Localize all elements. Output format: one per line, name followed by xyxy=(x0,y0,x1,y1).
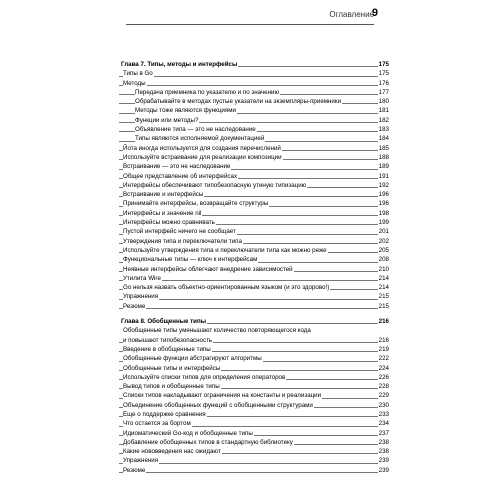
toc-entry[interactable] xyxy=(119,410,389,419)
toc-entry-title: Используйте встраивание для реализации композиции xyxy=(123,153,282,161)
toc-entry-title: Обобщенные функции абстрагируют алгоритмы xyxy=(123,355,262,363)
toc-entry-page: 214 xyxy=(378,274,389,282)
toc-entry-title: Используйте утверждения типа и переключатели типа как можно реже xyxy=(123,246,327,254)
toc-entry[interactable] xyxy=(119,274,389,283)
toc-entry[interactable] xyxy=(119,373,389,382)
toc-entry[interactable] xyxy=(119,447,389,456)
toc-entry-page: 180 xyxy=(378,98,389,106)
toc-entry-page: 215 xyxy=(378,293,389,301)
toc-entry[interactable] xyxy=(119,255,389,264)
toc-chapter[interactable] xyxy=(119,60,389,69)
toc-entry[interactable] xyxy=(119,246,389,255)
toc-entry-title: Йота иногда используется для создания перечислений xyxy=(123,144,281,152)
toc-entry-page: 185 xyxy=(378,144,389,152)
toc-entry-title: Методы xyxy=(123,79,146,87)
toc-entry[interactable] xyxy=(119,265,389,274)
toc-entry[interactable] xyxy=(119,466,389,475)
toc-entry-title: Какие нововведения нас ожидают xyxy=(123,448,221,456)
toc-entry-page: 196 xyxy=(378,191,389,199)
toc-entry[interactable] xyxy=(119,419,389,428)
toc-entry-title: Обобщенные типы уменьшают количество повторяющегося кода xyxy=(123,327,311,335)
toc-chapter-title: Глава 8. Обобщенные типы xyxy=(121,318,207,326)
toc-entry-title: Принимайте интерфейсы, возвращайте структуры xyxy=(123,200,269,208)
toc-entry-page: 181 xyxy=(378,107,389,115)
toc-entry-title: Утверждения типа и переключатели типа xyxy=(123,237,242,245)
toc-entry-page: 182 xyxy=(378,116,389,124)
toc-entry-page: 175 xyxy=(378,70,389,78)
toc-entry-page: 238 xyxy=(378,448,389,456)
toc-chapter[interactable] xyxy=(119,317,389,326)
toc-entry[interactable] xyxy=(119,456,389,465)
toc-entry[interactable] xyxy=(119,209,389,218)
toc-entry[interactable] xyxy=(119,190,389,199)
toc-entry-page: 222 xyxy=(378,355,389,363)
toc-entry[interactable] xyxy=(119,237,389,246)
toc-entry-page: 239 xyxy=(378,457,389,465)
toc-entry-page: 198 xyxy=(378,209,389,217)
toc-entry[interactable] xyxy=(119,69,389,78)
toc-entry-title: Используйте списки типов для определения операторов xyxy=(123,373,286,381)
toc-entry-page: 239 xyxy=(378,466,389,474)
toc-entry[interactable] xyxy=(119,438,389,447)
toc-entry-title: Передача приемника по указателю и по значению xyxy=(135,88,280,96)
toc-chapter-page: 216 xyxy=(378,318,389,326)
toc-entry[interactable] xyxy=(119,125,389,134)
toc-entry-page: 234 xyxy=(378,420,389,428)
toc-entry-page: 238 xyxy=(378,438,389,446)
toc-entry-title: Методы тоже являются функциями xyxy=(135,107,236,115)
toc-entry[interactable] xyxy=(119,144,389,153)
toc-entry-title: Что остается за бортом xyxy=(123,420,191,428)
toc-entry-title-cont: и повышают типобезопасность xyxy=(123,336,213,344)
toc-entry[interactable] xyxy=(119,283,389,292)
toc-entry[interactable] xyxy=(119,97,389,106)
toc-entry[interactable] xyxy=(119,172,389,181)
toc-entry-title: Функции или методы? xyxy=(135,116,199,124)
toc-entry[interactable] xyxy=(119,79,389,88)
toc-entry-page: 183 xyxy=(378,126,389,134)
toc-entry-title: Пустой интерфейс ничего не сообщает xyxy=(123,228,236,236)
toc-entry[interactable] xyxy=(119,181,389,190)
toc-entry-page: 196 xyxy=(378,200,389,208)
toc-entry[interactable] xyxy=(119,302,389,311)
toc-entry-title: Общее представление об интерфейсах xyxy=(123,172,238,180)
toc-entry-page: 229 xyxy=(378,392,389,400)
toc-entry-page: 188 xyxy=(378,153,389,161)
toc-entry-page: 233 xyxy=(378,410,389,418)
toc-entry-page: 201 xyxy=(378,228,389,236)
toc-entry-title: Интерфейсы можно сравнивать xyxy=(123,219,215,227)
running-header-title: Оглавление xyxy=(329,10,374,19)
toc-entry-page: 208 xyxy=(378,256,389,264)
toc-entry-page: 202 xyxy=(378,237,389,245)
toc-entry-title: Обрабатывайте в методах пустые указатели на экземпляры-приемники xyxy=(135,98,342,106)
toc-entry-title: Утилита Wire xyxy=(123,274,161,282)
toc-entry-title: Введение в обобщенные типы xyxy=(123,345,211,353)
toc-entry-title: Вывод типов и обобщенные типы xyxy=(123,383,220,391)
toc-entry-page: 184 xyxy=(378,135,389,143)
toc-entry-title: Встраивание и интерфейсы xyxy=(123,191,204,199)
header-rule xyxy=(126,24,374,25)
toc-entry-page: 205 xyxy=(378,246,389,254)
toc-entry-title: Типы в Go xyxy=(123,70,153,78)
toc-entry-page: 191 xyxy=(378,172,389,180)
toc-entry-page: 224 xyxy=(378,364,389,372)
toc-entry-page: 210 xyxy=(378,265,389,273)
toc-chapter-page: 175 xyxy=(378,61,389,68)
toc-entry[interactable] xyxy=(119,382,389,391)
toc-entry-title: Упражнения xyxy=(123,293,159,301)
toc-entry-page: 237 xyxy=(378,429,389,437)
toc-entry[interactable] xyxy=(119,345,389,354)
toc-entry-title: Типы являются исполняемой документацией xyxy=(135,135,265,143)
toc-entry[interactable] xyxy=(119,401,389,410)
toc-chapter-title: Глава 7. Типы, методы и интерфейсы xyxy=(121,61,238,68)
toc-entry-title: Go нельзя назвать объектно-ориентированным языком (и это здорово!) xyxy=(123,284,330,292)
toc-entry[interactable] xyxy=(119,88,389,97)
toc-entry-title: Функциональные типы — ключ к интерфейсам xyxy=(123,256,258,264)
toc-entry-title: Объявление типа — это не наследование xyxy=(135,126,256,134)
toc-entry-page: 215 xyxy=(378,302,389,310)
toc-entry-title: Объединение обобщенных функций с обобщенными структурами xyxy=(123,401,313,409)
toc-entry[interactable] xyxy=(119,354,389,363)
table-of-contents xyxy=(119,60,389,475)
toc-entry-title: Упражнения xyxy=(123,457,159,465)
toc-entry-page: 216 xyxy=(378,336,389,344)
toc-entry[interactable] xyxy=(119,227,389,236)
toc-entry-title: Интерфейсы и значение nil xyxy=(123,209,202,217)
toc-entry[interactable] xyxy=(119,292,389,301)
toc-entry[interactable] xyxy=(119,106,389,115)
toc-entry[interactable] xyxy=(119,199,389,208)
toc-entry-title: Добавление обобщенных типов в стандартную библиотеку xyxy=(123,438,293,446)
toc-entry-title: Списки типов накладывают ограничения на константы и реализации xyxy=(123,392,322,400)
toc-entry-page: 177 xyxy=(378,88,389,96)
toc-entry-page: 199 xyxy=(378,219,389,227)
toc-entry[interactable] xyxy=(119,218,389,227)
page-number: 9 xyxy=(371,7,378,19)
toc-entry-page: 226 xyxy=(378,373,389,381)
toc-entry-title: Резюме xyxy=(123,302,146,310)
page-header xyxy=(0,0,500,26)
toc-entry-title: Встраивание — это не наследование xyxy=(123,163,231,171)
toc-entry-page: 214 xyxy=(378,284,389,292)
toc-entry[interactable] xyxy=(119,364,389,373)
toc-entry[interactable] xyxy=(119,134,389,143)
toc-entry[interactable] xyxy=(119,429,389,438)
toc-entry-page: 230 xyxy=(378,401,389,409)
toc-entry[interactable] xyxy=(119,162,389,171)
toc-entry-page: 228 xyxy=(378,383,389,391)
toc-entry-page: 219 xyxy=(378,345,389,353)
toc-entry-title: Идиоматический Go-код и обобщенные типы xyxy=(123,429,253,437)
toc-entry[interactable] xyxy=(119,116,389,125)
toc-entry-title: Неявные интерфейсы облегчают внедрение зависимостей xyxy=(123,265,293,273)
toc-entry-title: Интерфейсы обеспечивают типобезопасную утиную типизацию xyxy=(123,181,307,189)
toc-entry-title: Обобщенные типы и интерфейсы xyxy=(123,364,221,372)
toc-entry[interactable] xyxy=(119,391,389,400)
toc-entry[interactable] xyxy=(119,326,389,345)
toc-entry-page: 176 xyxy=(378,79,389,87)
toc-entry-title: Резюме xyxy=(123,466,146,474)
toc-entry-page: 189 xyxy=(378,163,389,171)
toc-entry[interactable] xyxy=(119,153,389,162)
toc-entry-page: 192 xyxy=(378,181,389,189)
toc-entry-title: Еще о поддержке сравнения xyxy=(123,410,206,418)
